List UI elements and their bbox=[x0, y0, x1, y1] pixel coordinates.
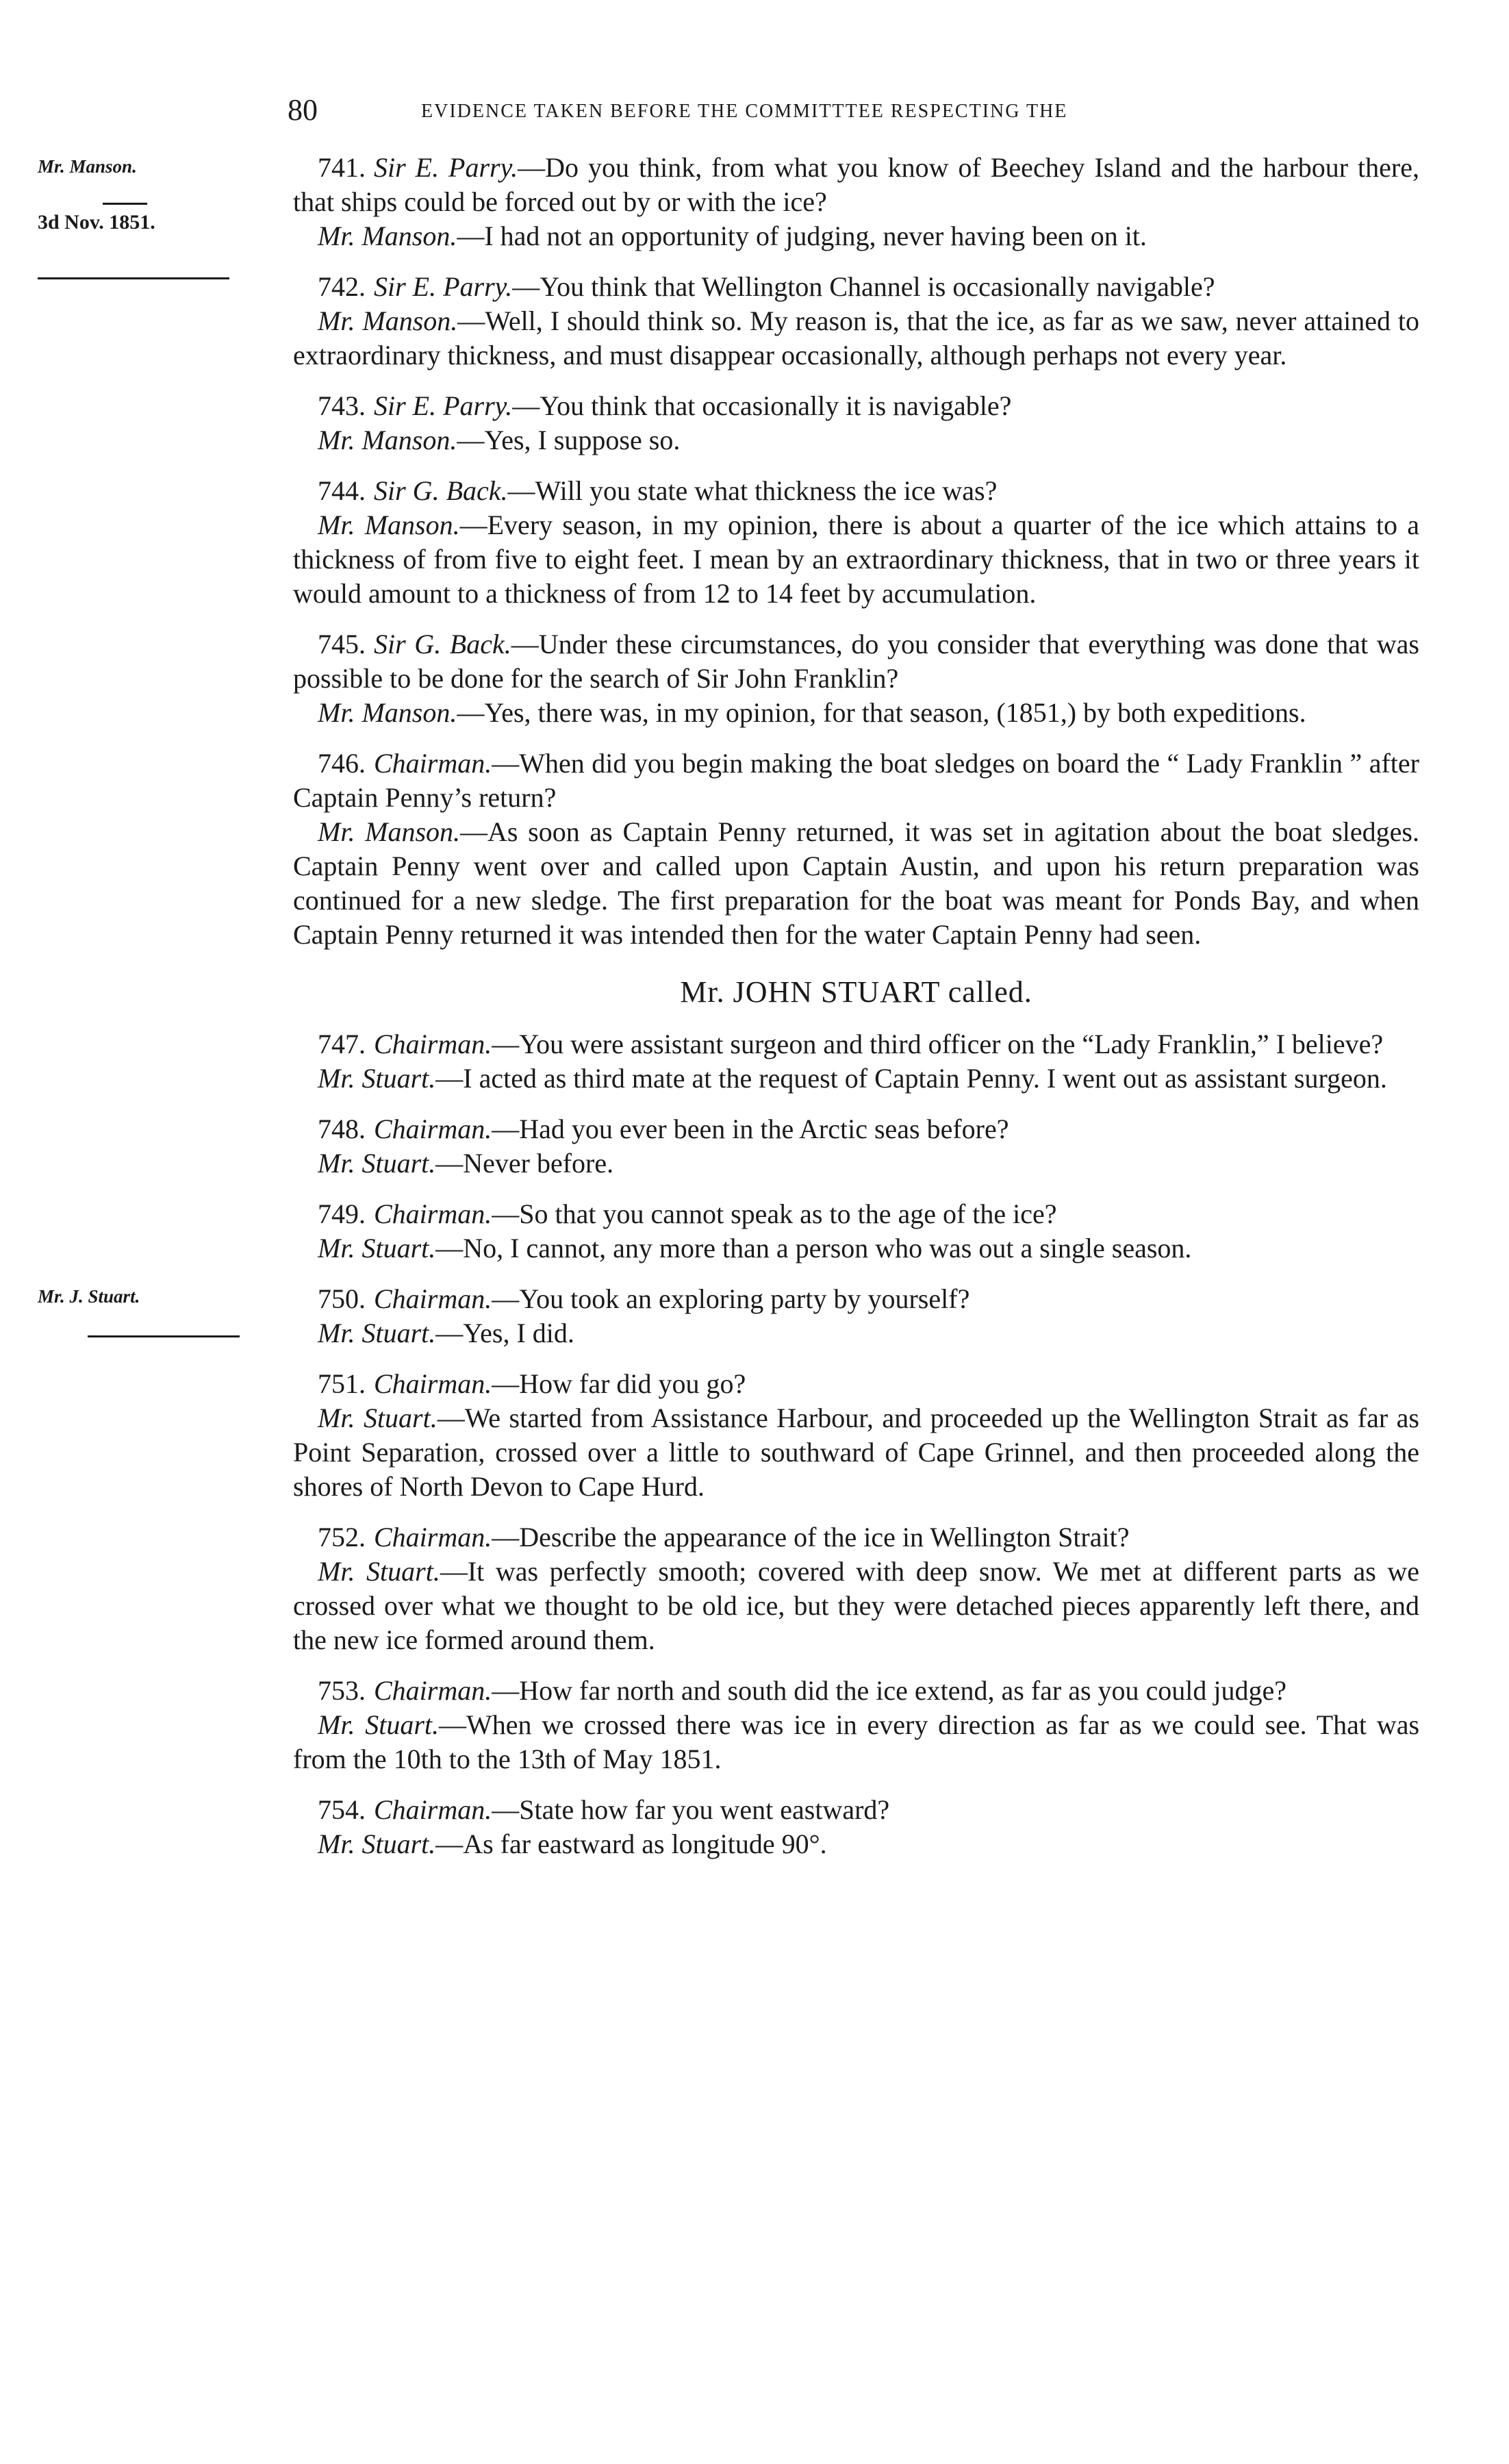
question-text: —Under these circumstances, do you consider that everything was done that was possible to be done for the search of Sir John Franklin? bbox=[293, 629, 1420, 694]
witness: Mr. Manson. bbox=[318, 510, 460, 540]
witness: Mr. Stuart. bbox=[318, 1318, 436, 1348]
questioner: Chairman. bbox=[374, 1114, 492, 1144]
question-text: —Had you ever been in the Arctic seas before? bbox=[492, 1114, 1009, 1144]
witness: Mr. Manson. bbox=[318, 221, 457, 251]
question-number: 751. bbox=[318, 1368, 366, 1399]
stuart-testimony bbox=[293, 1027, 1419, 1861]
margin-rule-short bbox=[103, 203, 147, 205]
question-text: —You think that occasionally it is navigable? bbox=[512, 390, 1012, 421]
witness: Mr. Stuart. bbox=[318, 1148, 436, 1179]
questioner: Chairman. bbox=[374, 1283, 492, 1314]
answer bbox=[293, 696, 1419, 730]
witness: Mr. Stuart. bbox=[318, 1063, 436, 1094]
questioner: Chairman. bbox=[374, 1675, 492, 1706]
answer bbox=[293, 508, 1419, 611]
question-text: —Do you think, from what you know of Beechey Island and the harbour there, that ships could be forced out by or with the ice? bbox=[293, 152, 1419, 217]
evidence-body bbox=[293, 151, 1419, 1878]
margin-witness-manson: Mr. Manson. bbox=[38, 156, 137, 177]
question-text: —You think that Wellington Channel is occasionally navigable? bbox=[512, 271, 1215, 302]
running-head: EVIDENCE TAKEN BEFORE THE COMMITTTEE RESPECTING THE bbox=[421, 101, 1068, 122]
testimony-entry bbox=[293, 474, 1419, 611]
answer-text: —Every season, in my opinion, there is about a quarter of the ice which attains to a thickness of from five to eight feet. I mean by an extraordinary thickness, that in two or three years it would amount to a thickness of from 12 to 14 feet by accumulation. bbox=[293, 510, 1420, 609]
questioner: Chairman. bbox=[374, 1794, 492, 1825]
answer-text: —Yes, there was, in my opinion, for that season, (1851,) by both expeditions. bbox=[457, 697, 1306, 728]
margin-rule-date bbox=[38, 277, 229, 279]
witness: Mr. Stuart. bbox=[318, 1828, 436, 1859]
question-text: —You took an exploring party by yourself? bbox=[492, 1283, 970, 1314]
answer-text: —When we crossed there was ice in every direction as far as we could see. That was from the 10th to the 13th of May 1851. bbox=[293, 1709, 1420, 1774]
answer bbox=[293, 219, 1419, 253]
testimony-entry bbox=[293, 389, 1419, 457]
answer-text: —Never before. bbox=[435, 1148, 614, 1179]
testimony-entry bbox=[293, 1674, 1419, 1776]
question-text: —When did you begin making the boat sledges on board the “ Lady Franklin ” after Captain Penny’s return? bbox=[293, 748, 1419, 813]
answer bbox=[293, 1061, 1419, 1096]
testimony-entry bbox=[293, 1112, 1419, 1181]
answer bbox=[293, 1827, 1419, 1861]
question bbox=[293, 389, 1419, 423]
question bbox=[293, 474, 1419, 508]
answer bbox=[293, 1146, 1419, 1181]
witness: Mr. Stuart. bbox=[318, 1556, 440, 1587]
witness: Mr. Stuart. bbox=[318, 1709, 440, 1740]
questioner: Chairman. bbox=[374, 1522, 492, 1552]
margin-rule-stuart bbox=[88, 1335, 240, 1337]
testimony-entry bbox=[293, 1367, 1419, 1504]
question-text: —Will you state what thickness the ice was? bbox=[507, 475, 998, 506]
witness: Mr. Manson. bbox=[318, 697, 457, 728]
answer bbox=[293, 423, 1419, 457]
answer-text: —It was perfectly smooth; covered with deep snow. We met at different parts as we crossed over what we thought to be old ice, but they were detached pieces apparently left there, and the new ice formed around them. bbox=[293, 1556, 1419, 1655]
testimony-entry bbox=[293, 627, 1419, 730]
testimony-entry bbox=[293, 1027, 1419, 1096]
questioner: Sir E. Parry. bbox=[374, 271, 513, 302]
questioner: Chairman. bbox=[374, 748, 492, 779]
questioner: Sir G. Back. bbox=[374, 629, 511, 659]
answer bbox=[293, 1555, 1419, 1657]
question-number: 754. bbox=[318, 1794, 366, 1825]
answer-text: —I had not an opportunity of judging, never having been on it. bbox=[457, 221, 1147, 251]
section-title: Mr. JOHN STUART called. bbox=[680, 975, 1032, 1009]
question bbox=[293, 746, 1419, 815]
question bbox=[293, 1367, 1419, 1401]
answer bbox=[293, 815, 1419, 952]
margin-witness-stuart: Mr. J. Stuart. bbox=[38, 1286, 140, 1307]
answer bbox=[293, 1316, 1419, 1350]
question-number: 747. bbox=[318, 1029, 366, 1059]
question bbox=[293, 1520, 1419, 1555]
question bbox=[293, 151, 1419, 219]
margin-date: 3d Nov. 1851. bbox=[38, 211, 155, 234]
answer-text: —As soon as Captain Penny returned, it was set in agitation about the boat sledges. Captain Penny went over and called upon Captain Austin, and upon his return preparation was continued for a new sledge. The first preparation for the boat was meant for Ponds Bay, and when Captain Penny returned it was intended then for the water Captain Penny had seen. bbox=[293, 816, 1419, 950]
questioner: Chairman. bbox=[374, 1029, 492, 1059]
question-text: —Describe the appearance of the ice in Wellington Strait? bbox=[492, 1522, 1130, 1552]
question-number: 742. bbox=[318, 271, 366, 302]
questioner: Chairman. bbox=[374, 1198, 492, 1229]
questioner: Sir E. Parry. bbox=[374, 152, 518, 183]
answer-text: —We started from Assistance Harbour, and proceeded up the Wellington Strait as far as Point Separation, crossed over a little to southward of Cape Grinnel, and then proceeded along the shores of North Devon to Cape Hurd. bbox=[293, 1403, 1419, 1502]
testimony-entry bbox=[293, 151, 1419, 253]
testimony-entry bbox=[293, 1793, 1419, 1861]
testimony-entry bbox=[293, 1282, 1419, 1350]
question bbox=[293, 1674, 1419, 1708]
witness: Mr. Manson. bbox=[318, 816, 461, 847]
question-number: 743. bbox=[318, 390, 366, 421]
witness: Mr. Manson. bbox=[318, 305, 458, 336]
question-number: 749. bbox=[318, 1198, 366, 1229]
questioner: Sir G. Back. bbox=[374, 475, 508, 506]
question-number: 752. bbox=[318, 1522, 366, 1552]
question-number: 741. bbox=[318, 152, 366, 183]
answer bbox=[293, 1401, 1419, 1504]
testimony-entry bbox=[293, 1520, 1419, 1657]
question-text: —How far did you go? bbox=[492, 1368, 746, 1399]
testimony-entry bbox=[293, 746, 1419, 952]
question-number: 753. bbox=[318, 1675, 366, 1706]
questioner: Sir E. Parry. bbox=[374, 390, 513, 421]
witness: Mr. Stuart. bbox=[318, 1233, 436, 1264]
question bbox=[293, 1793, 1419, 1827]
answer bbox=[293, 1231, 1419, 1266]
answer-text: —Yes, I suppose so. bbox=[457, 425, 681, 455]
question bbox=[293, 1197, 1419, 1231]
testimony-entry bbox=[293, 270, 1419, 373]
question bbox=[293, 627, 1419, 696]
question-text: —State how far you went eastward? bbox=[492, 1794, 890, 1825]
question-number: 748. bbox=[318, 1114, 366, 1144]
answer-text: —Well, I should think so. My reason is, that the ice, as far as we saw, never attained to extraordinary thickness, and must disappear occasionally, although perhaps not every year. bbox=[293, 305, 1420, 370]
question-text: —You were assistant surgeon and third officer on the “Lady Franklin,” I believe? bbox=[492, 1029, 1384, 1059]
witness: Mr. Manson. bbox=[318, 425, 457, 455]
testimony-entry bbox=[293, 1197, 1419, 1266]
question-number: 746. bbox=[318, 748, 366, 779]
question bbox=[293, 1112, 1419, 1146]
manson-testimony bbox=[293, 151, 1419, 952]
question bbox=[293, 1027, 1419, 1061]
questioner: Chairman. bbox=[374, 1368, 492, 1399]
answer bbox=[293, 1708, 1419, 1776]
page-number: 80 bbox=[288, 93, 318, 127]
question-text: —How far north and south did the ice extend, as far as you could judge? bbox=[492, 1675, 1287, 1706]
question-text: —So that you cannot speak as to the age of the ice? bbox=[492, 1198, 1057, 1229]
answer bbox=[293, 304, 1419, 373]
question-number: 750. bbox=[318, 1283, 366, 1314]
question bbox=[293, 1282, 1419, 1316]
answer-text: —Yes, I did. bbox=[435, 1318, 574, 1348]
page-header bbox=[288, 92, 1431, 134]
answer-text: —As far eastward as longitude 90°. bbox=[435, 1828, 827, 1859]
answer-text: —No, I cannot, any more than a person who was out a single season. bbox=[435, 1233, 1192, 1264]
question bbox=[293, 270, 1419, 304]
answer-text: —I acted as third mate at the request of Captain Penny. I went out as assistant surgeon. bbox=[435, 1063, 1387, 1094]
witness: Mr. Stuart. bbox=[318, 1403, 438, 1433]
question-number: 745. bbox=[318, 629, 366, 659]
question-number: 744. bbox=[318, 475, 366, 506]
